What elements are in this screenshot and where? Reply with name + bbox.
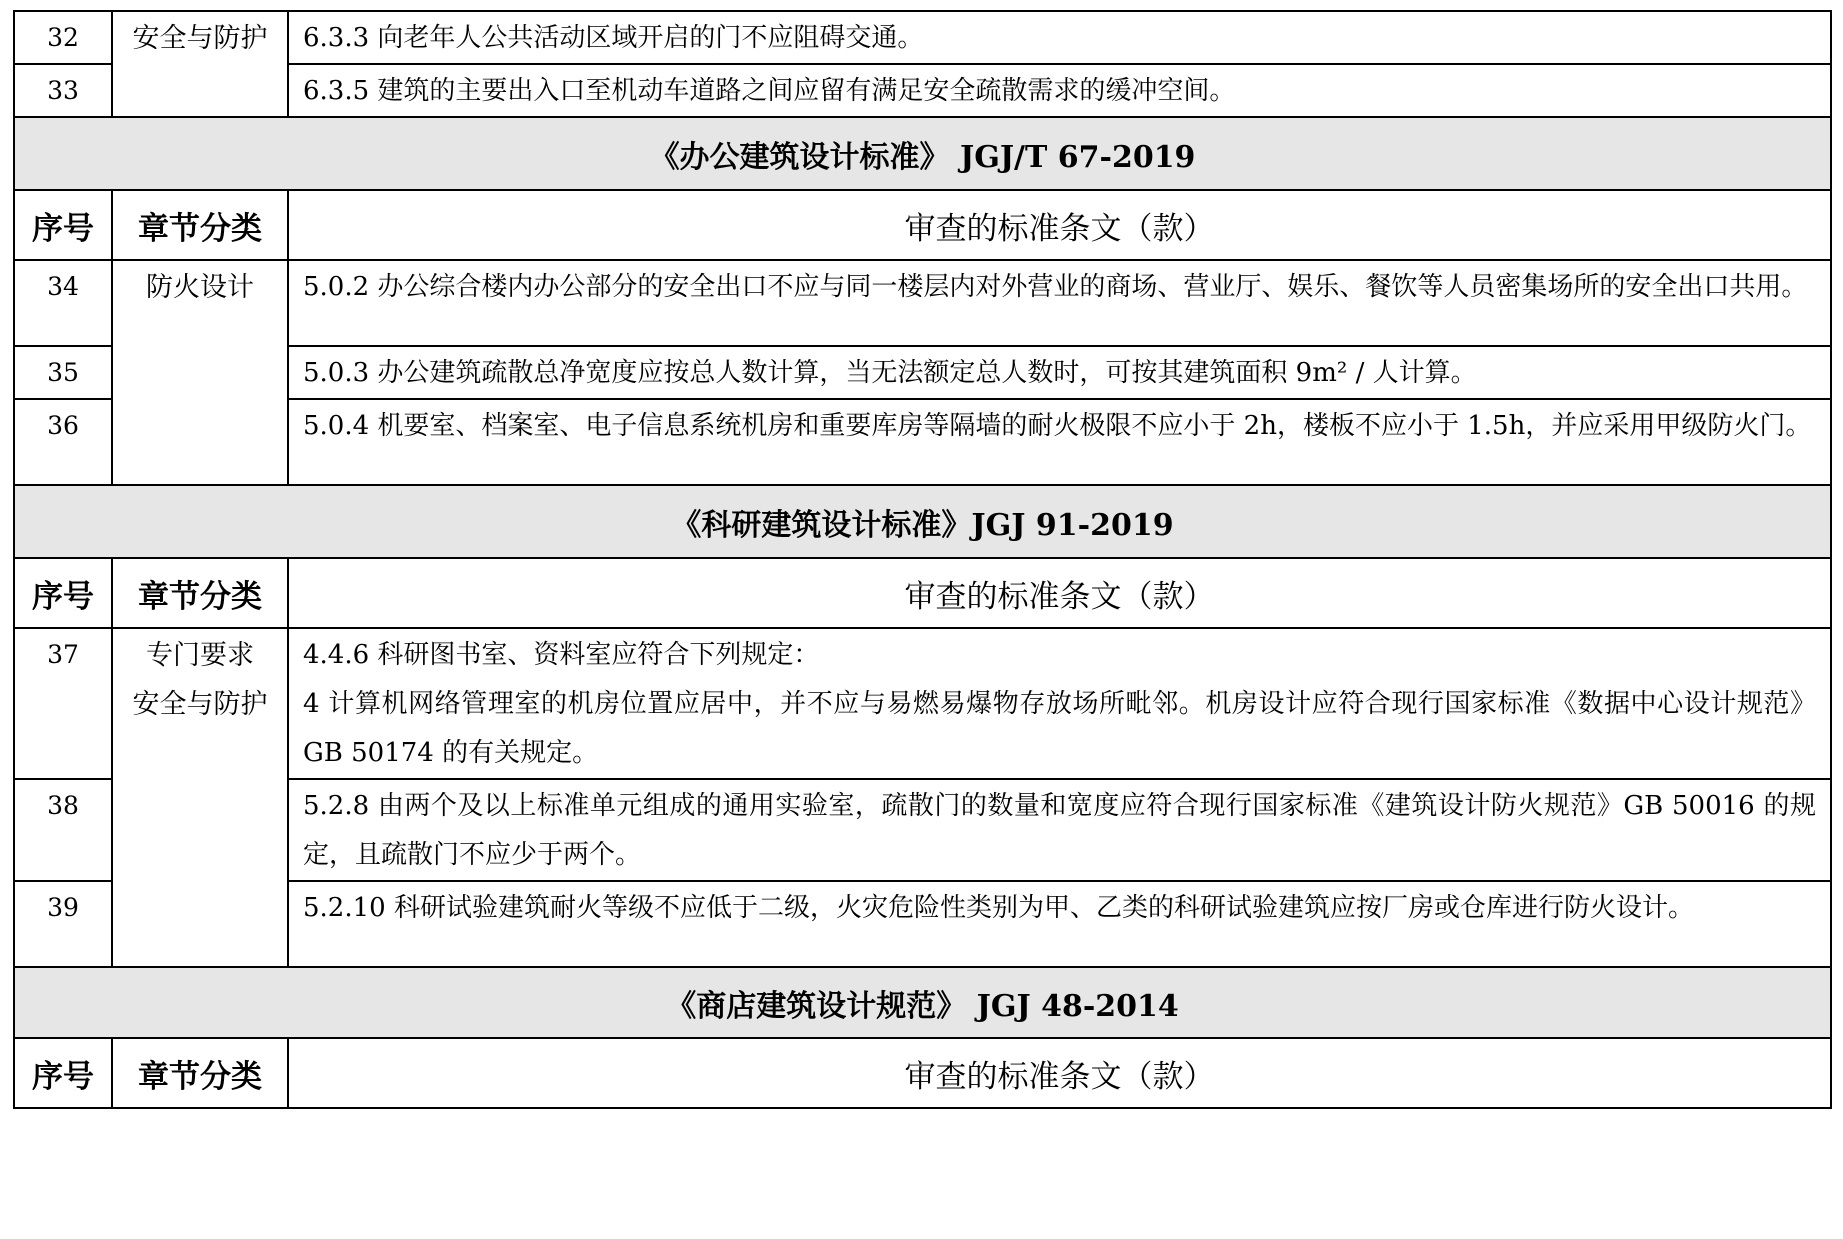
clause-text: 5.2.8 由两个及以上标准单元组成的通用实验室，疏散门的数量和宽度应符合现行国家标准《建筑设计防火规范》GB 50016 的规定，且疏散门不应少于两个。 xyxy=(288,779,1831,881)
header-serial-number: 序号 xyxy=(14,190,112,260)
clause-text xyxy=(288,628,1831,779)
column-header-row xyxy=(14,558,1831,628)
chapter-category: 安全与防护 xyxy=(112,11,288,117)
clause-text: 6.3.3 向老年人公共活动区域开启的门不应阻碍交通。 xyxy=(288,11,1831,64)
row-number: 34 xyxy=(14,260,112,346)
header-chapter-category: 章节分类 xyxy=(112,190,288,260)
row-number: 32 xyxy=(14,11,112,64)
header-serial-number: 序号 xyxy=(14,558,112,628)
chapter-category-line: 安全与防护 xyxy=(132,689,268,720)
clause-paragraph: 4.4.6 科研图书室、资料室应符合下列规定： xyxy=(303,640,820,670)
clause-text: 5.0.3 办公建筑疏散总净宽度应按总人数计算，当无法额定总人数时，可按其建筑面积 9m² / 人计算。 xyxy=(288,346,1831,399)
column-header-row xyxy=(14,190,1831,260)
column-header-row xyxy=(14,1038,1831,1108)
section-title-row xyxy=(14,967,1831,1038)
header-serial-number: 序号 xyxy=(14,1038,112,1108)
table-row xyxy=(14,628,1831,779)
header-chapter-category: 章节分类 xyxy=(112,1038,288,1108)
clause-paragraph: 4 计算机网络管理室的机房位置应居中，并不应与易燃易爆物存放场所毗邻。机房设计应符合现行国家标准《数据中心设计规范》GB 50174 的有关规定。 xyxy=(303,689,1816,768)
clause-text: 6.3.5 建筑的主要出入口至机动车道路之间应留有满足安全疏散需求的缓冲空间。 xyxy=(288,64,1831,117)
clause-text: 5.2.10 科研试验建筑耐火等级不应低于二级，火灾危险性类别为甲、乙类的科研试验建筑应按厂房或仓库进行防火设计。 xyxy=(288,881,1831,967)
table-row xyxy=(14,11,1831,64)
standard-title: 《办公建筑设计标准》 JGJ/T 67-2019 xyxy=(14,117,1831,190)
standards-review-table xyxy=(13,10,1832,1109)
row-number: 38 xyxy=(14,779,112,881)
row-number: 33 xyxy=(14,64,112,117)
header-standard-clause: 审查的标准条文（款） xyxy=(288,1038,1831,1108)
row-number: 39 xyxy=(14,881,112,967)
row-number: 35 xyxy=(14,346,112,399)
header-standard-clause: 审查的标准条文（款） xyxy=(288,190,1831,260)
header-standard-clause: 审查的标准条文（款） xyxy=(288,558,1831,628)
clause-text: 5.0.2 办公综合楼内办公部分的安全出口不应与同一楼层内对外营业的商场、营业厅、娱乐、餐饮等人员密集场所的安全出口共用。 xyxy=(288,260,1831,346)
table-row xyxy=(14,260,1831,346)
standard-title: 《科研建筑设计标准》JGJ 91-2019 xyxy=(14,485,1831,558)
clause-text: 5.0.4 机要室、档案室、电子信息系统机房和重要库房等隔墙的耐火极限不应小于 2h，楼板不应小于 1.5h，并应采用甲级防火门。 xyxy=(288,399,1831,485)
section-title-row xyxy=(14,117,1831,190)
section-title-row xyxy=(14,485,1831,558)
chapter-category: 防火设计 xyxy=(112,260,288,485)
row-number: 36 xyxy=(14,399,112,485)
chapter-category-line: 专门要求 xyxy=(146,640,254,671)
chapter-category xyxy=(112,628,288,967)
row-number: 37 xyxy=(14,628,112,779)
standard-title: 《商店建筑设计规范》 JGJ 48-2014 xyxy=(14,967,1831,1038)
header-chapter-category: 章节分类 xyxy=(112,558,288,628)
